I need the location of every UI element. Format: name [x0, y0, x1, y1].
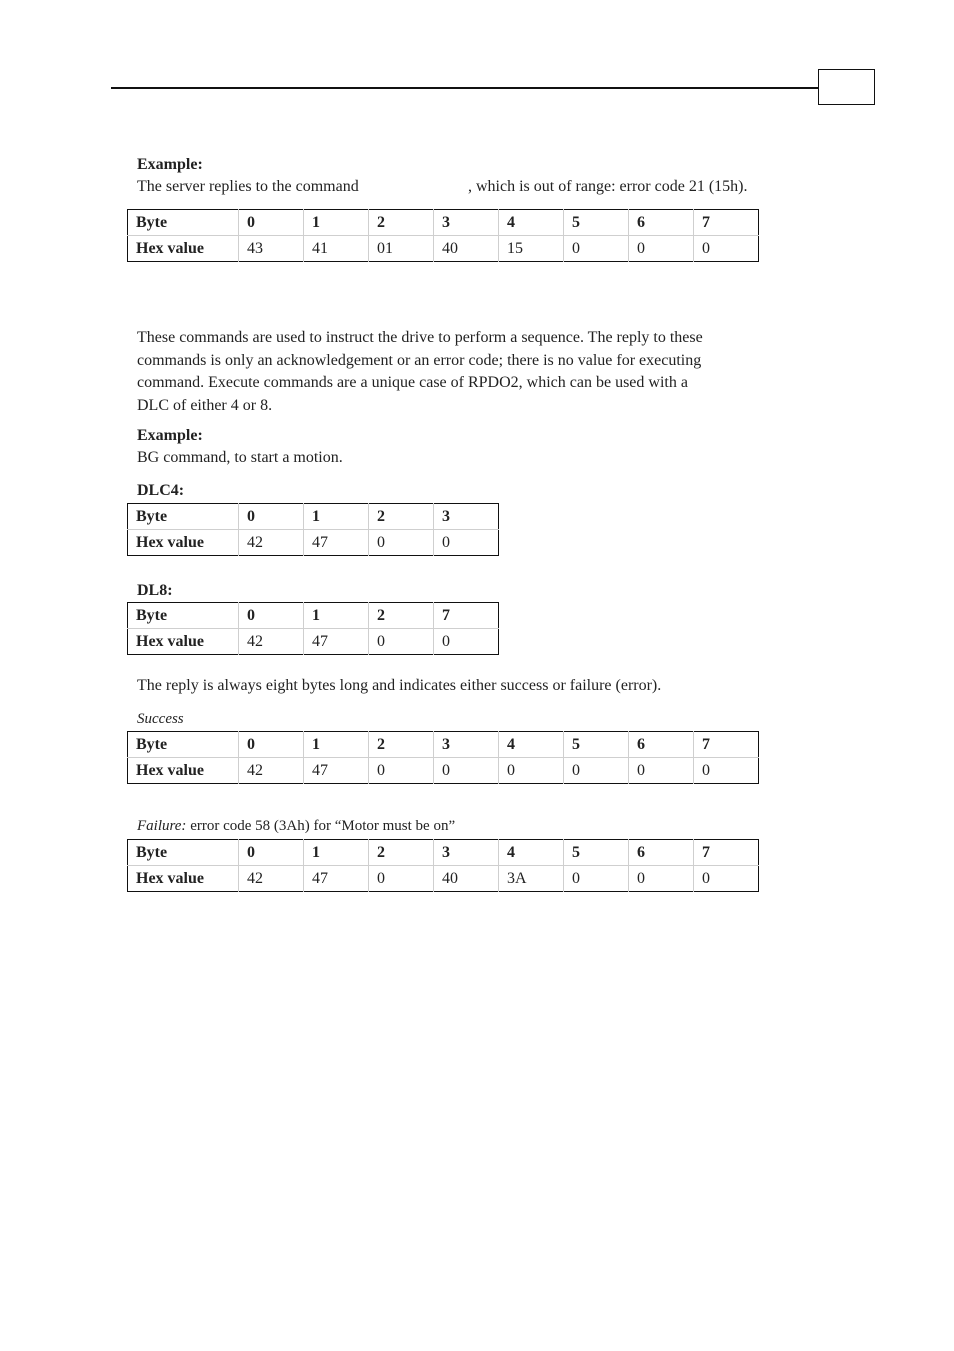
row-label: Byte: [128, 504, 239, 530]
row-label: Hex value: [128, 758, 239, 784]
byte-cell: 2: [369, 504, 434, 530]
hex-cell: 0: [369, 629, 434, 655]
byte-cell: 7: [434, 603, 499, 629]
success-table: [127, 731, 759, 784]
hex-cell: 47: [304, 758, 369, 784]
byte-cell: 2: [369, 732, 434, 758]
byte-cell: 1: [304, 210, 369, 236]
hex-cell: 0: [434, 629, 499, 655]
hex-cell: 41: [304, 236, 369, 262]
table-row-byte: [128, 210, 759, 236]
execute-commands-paragraph: [137, 327, 827, 417]
row-label: Byte: [128, 603, 239, 629]
reply-text: The reply is always eight bytes long and indicates either success or failure (error).: [137, 677, 662, 694]
byte-cell: 4: [499, 210, 564, 236]
page-number-box: [818, 69, 875, 105]
byte-cell: 4: [499, 732, 564, 758]
byte-cell: 7: [694, 732, 759, 758]
paragraph-line: These commands are used to instruct the drive to perform a sequence. The reply to these: [137, 329, 703, 346]
dl8-table: [127, 602, 499, 655]
hex-cell: 42: [239, 530, 304, 556]
dlc4-table: [127, 503, 499, 556]
paragraph-line: command. Execute commands are a unique case of RPDO2, which can be used with a: [137, 374, 688, 391]
byte-cell: 7: [694, 210, 759, 236]
row-label: Hex value: [128, 236, 239, 262]
table-row-byte: [128, 603, 499, 629]
byte-cell: 6: [629, 840, 694, 866]
dlc4-label: DLC4:: [137, 482, 185, 499]
byte-cell: 0: [239, 210, 304, 236]
hex-cell: 0: [369, 530, 434, 556]
hex-cell: 3A: [499, 866, 564, 892]
byte-cell: 1: [304, 603, 369, 629]
dl8-label: DL8:: [137, 582, 173, 599]
hex-cell: 0: [369, 866, 434, 892]
table-row-hex: [128, 530, 499, 556]
byte-cell: 0: [239, 603, 304, 629]
row-label: Hex value: [128, 629, 239, 655]
byte-cell: 5: [564, 732, 629, 758]
hex-cell: 0: [564, 866, 629, 892]
table-row-hex: [128, 236, 759, 262]
byte-cell: 7: [694, 840, 759, 866]
server-reply-text-start: The server replies to the command: [137, 178, 359, 195]
failure-label-italic: Failure:: [137, 818, 187, 834]
byte-cell: 2: [369, 603, 434, 629]
table-row-hex: [128, 866, 759, 892]
hex-cell: 0: [499, 758, 564, 784]
byte-cell: 2: [369, 210, 434, 236]
byte-cell: 5: [564, 210, 629, 236]
byte-cell: 1: [304, 732, 369, 758]
byte-cell: 6: [629, 210, 694, 236]
byte-cell: 3: [434, 210, 499, 236]
hex-cell: 47: [304, 530, 369, 556]
byte-cell: 2: [369, 840, 434, 866]
hex-cell: 0: [694, 758, 759, 784]
byte-cell: 0: [239, 504, 304, 530]
byte-cell: 0: [239, 840, 304, 866]
hex-cell: 43: [239, 236, 304, 262]
hex-cell: 01: [369, 236, 434, 262]
hex-cell: 0: [629, 866, 694, 892]
row-label: Hex value: [128, 866, 239, 892]
hex-cell: 0: [564, 758, 629, 784]
hex-cell: 47: [304, 866, 369, 892]
hex-cell: 0: [694, 866, 759, 892]
failure-label: [137, 818, 455, 835]
byte-cell: 1: [304, 504, 369, 530]
table-row-byte: [128, 732, 759, 758]
hex-cell: 40: [434, 866, 499, 892]
byte-cell: 4: [499, 840, 564, 866]
hex-cell: 0: [369, 758, 434, 784]
byte-cell: 0: [239, 732, 304, 758]
example-label-2: Example:: [137, 427, 203, 444]
row-label: Hex value: [128, 530, 239, 556]
hex-cell: 42: [239, 866, 304, 892]
byte-cell: 3: [434, 504, 499, 530]
hex-cell: 0: [629, 236, 694, 262]
paragraph-line: commands is only an acknowledgement or an error code; there is no value for executing: [137, 351, 702, 369]
byte-cell: 3: [434, 732, 499, 758]
hex-cell: 15: [499, 236, 564, 262]
example-text: BG command, to start a motion.: [137, 449, 343, 466]
hex-cell: 0: [694, 236, 759, 262]
failure-label-rest: error code 58 (3Ah) for “Motor must be on”: [186, 818, 456, 834]
row-label: Byte: [128, 732, 239, 758]
hex-cell: 47: [304, 629, 369, 655]
hex-cell: 42: [239, 758, 304, 784]
hex-cell: 42: [239, 629, 304, 655]
example-label-1: Example:: [137, 156, 203, 173]
table-row-hex: [128, 629, 499, 655]
row-label: Byte: [128, 840, 239, 866]
header-rule: [111, 87, 819, 89]
row-label: Byte: [128, 210, 239, 236]
hex-cell: 0: [434, 530, 499, 556]
byte-cell: 5: [564, 840, 629, 866]
byte-cell: 3: [434, 840, 499, 866]
server-reply-text-end: , which is out of range: error code 21 (15h).: [468, 178, 748, 195]
failure-table: [127, 839, 759, 892]
paragraph-line: DLC of either 4 or 8.: [137, 396, 273, 414]
table-row-hex: [128, 758, 759, 784]
table-row-byte: [128, 840, 759, 866]
byte-cell: 1: [304, 840, 369, 866]
error-reply-table: [127, 209, 759, 262]
byte-cell: 6: [629, 732, 694, 758]
hex-cell: 40: [434, 236, 499, 262]
table-row-byte: [128, 504, 499, 530]
hex-cell: 0: [564, 236, 629, 262]
success-label: Success: [137, 711, 184, 727]
hex-cell: 0: [434, 758, 499, 784]
hex-cell: 0: [629, 758, 694, 784]
